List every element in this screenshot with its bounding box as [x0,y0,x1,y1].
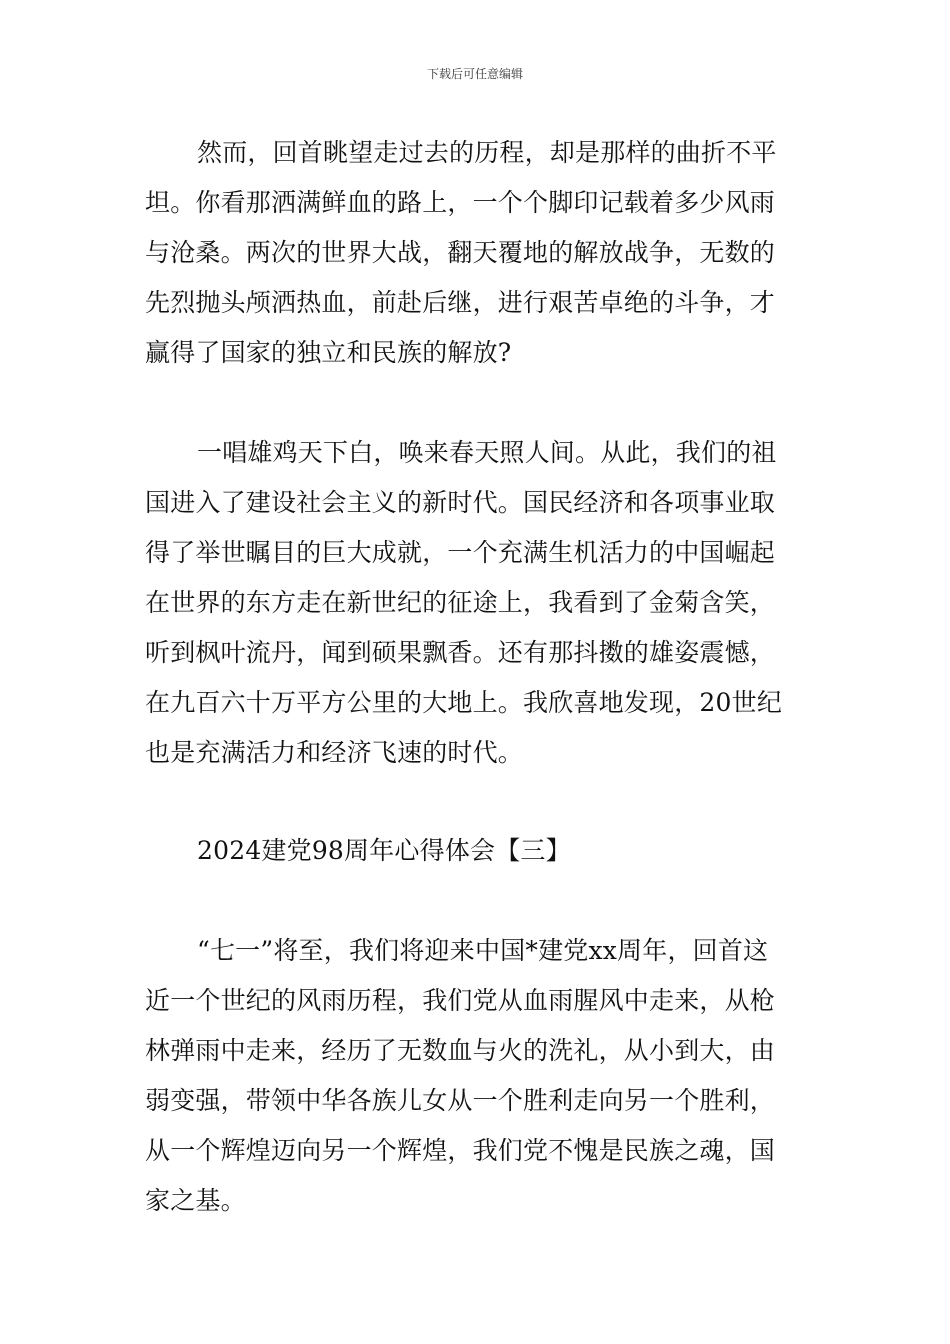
paragraph-2-line-1: 一唱雄鸡天下白，唤来春天照人间。从此，我们的祖 [197,438,777,467]
paragraph-3-line-1: “七一”将至，我们将迎来中国*建党xx周年，回首这 [197,936,769,965]
section-heading: 2024建党98周年心得体会【三】 [197,836,571,865]
paragraph-2-line-4: 在世界的东方走在新世纪的征途上，我看到了金菊含笑， [145,588,776,617]
paragraph-1-line-1: 然而，回首眺望走过去的历程，却是那样的曲折不平 [197,138,777,167]
paragraph-1-line-3: 与沧桑。两次的世界大战，翻天覆地的解放战争，无数的 [145,238,776,267]
paragraph-3-line-2: 近一个世纪的风雨历程，我们党从血雨腥风中走来，从枪 [145,986,776,1015]
page-header: 下载后可任意编辑 [426,67,523,81]
paragraph-2-line-2: 国进入了建设社会主义的新时代。国民经济和各项事业取 [145,488,776,517]
paragraph-2-line-3: 得了举世瞩目的巨大成就，一个充满生机活力的中国崛起 [145,538,776,567]
paragraph-3-line-6: 家之基。 [145,1186,246,1215]
paragraph-3-line-4: 弱变强，带领中华各族儿女从一个胜利走向另一个胜利， [145,1086,776,1115]
paragraph-3-line-3: 林弹雨中走来，经历了无数血与火的洗礼，从小到大，由 [145,1036,776,1065]
paragraph-1-line-5: 赢得了国家的独立和民族的解放? [145,338,512,367]
paragraph-1-line-4: 先烈抛头颅洒热血，前赴后继，进行艰苦卓绝的斗争，才 [145,288,776,317]
paragraph-1-line-2: 坦。你看那洒满鲜血的路上，一个个脚印记载着多少风雨 [145,188,776,217]
paragraph-2-line-6: 在九百六十万平方公里的大地上。我欣喜地发现，20世纪 [145,688,783,717]
paragraph-2-line-7: 也是充满活力和经济飞速的时代。 [145,738,524,767]
paragraph-2-line-5: 听到枫叶流丹，闻到硕果飘香。还有那抖擞的雄姿震憾， [145,638,776,667]
paragraph-3-line-5: 从一个辉煌迈向另一个辉煌，我们党不愧是民族之魂，国 [145,1136,776,1165]
